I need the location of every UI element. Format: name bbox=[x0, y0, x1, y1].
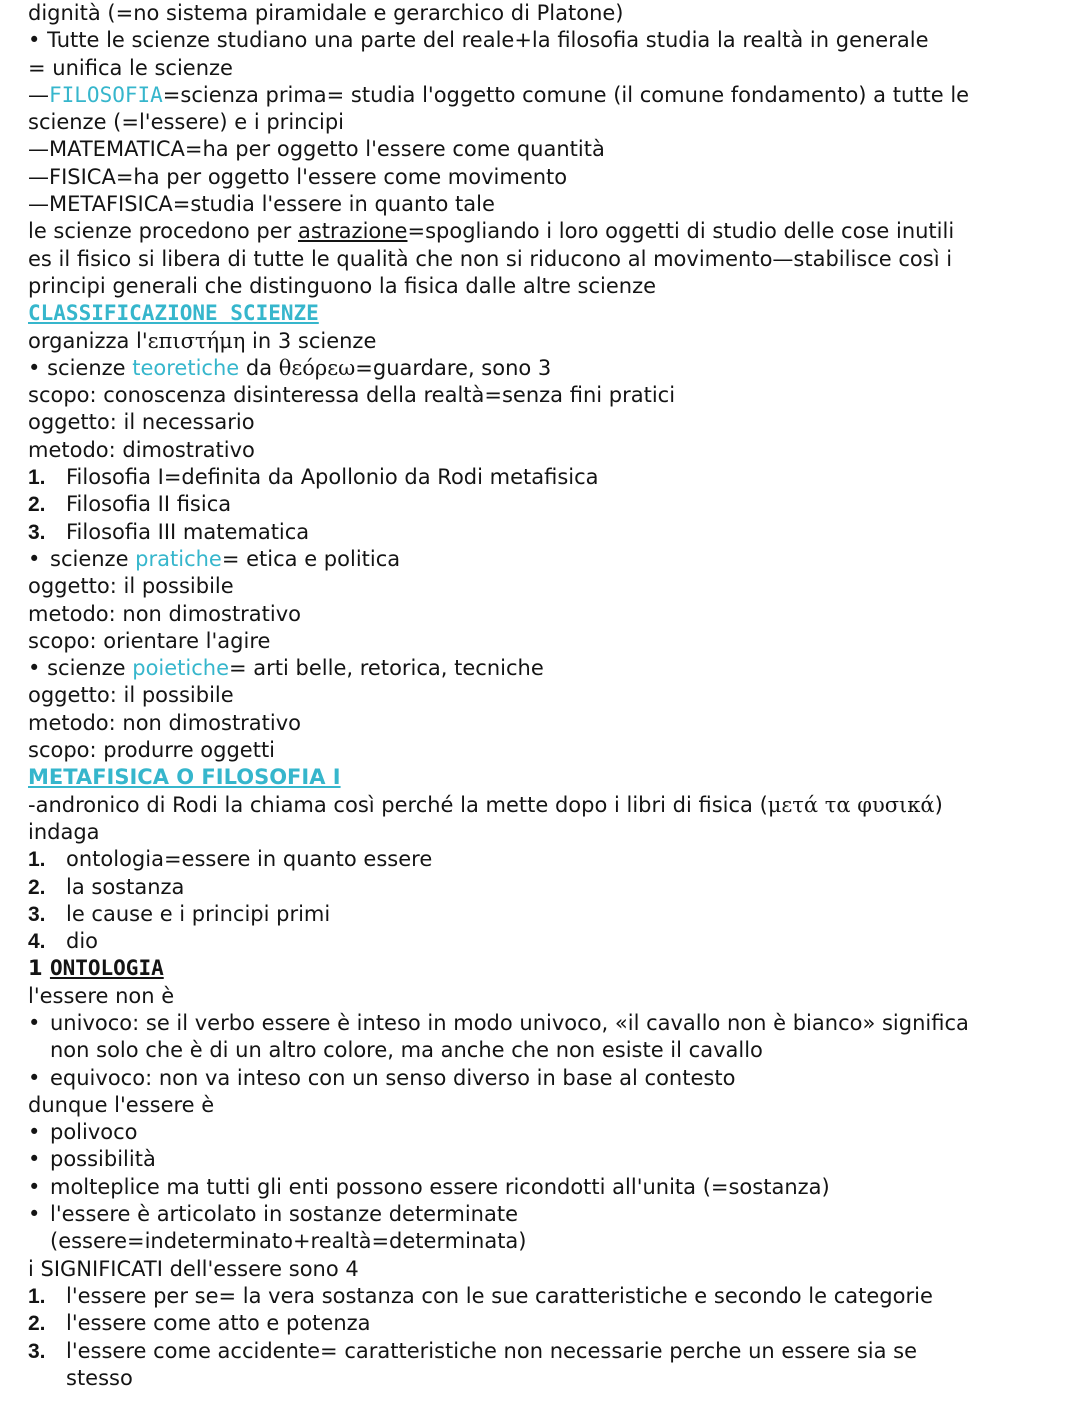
text-line: scopo: conoscenza disinteressa della realtà=senza fini pratici bbox=[28, 383, 676, 408]
text-line: oggetto: il necessario bbox=[28, 410, 255, 435]
list-item: 2. Filosofia II fisica bbox=[28, 492, 232, 517]
text-line: principi generali che distinguono la fisica dalle altre scienze bbox=[28, 273, 657, 298]
bullet-item: • equivoco: non va inteso con un senso diverso in base al contesto bbox=[28, 1065, 1050, 1092]
bullet: • bbox=[28, 546, 41, 571]
text-line: metodo: non dimostrativo bbox=[28, 710, 302, 735]
text-line: —FISICA=ha per oggetto l'essere come movimento bbox=[28, 164, 568, 189]
text-line: metodo: non dimostrativo bbox=[28, 601, 302, 626]
bullet-item: • possibilità bbox=[28, 1146, 1050, 1173]
section-heading: METAFISICA O FILOSOFIA I bbox=[28, 765, 341, 790]
section-heading: CLASSIFICAZIONE SCIENZE bbox=[28, 301, 319, 326]
highlight-term: pratiche bbox=[135, 546, 222, 571]
bullet: • bbox=[28, 1010, 41, 1035]
bullet: • bbox=[28, 1174, 41, 1199]
list-item: 2. la sostanza bbox=[28, 874, 185, 899]
bullet: • bbox=[28, 656, 41, 681]
bullet: • bbox=[28, 1120, 41, 1145]
bullet: • bbox=[28, 1147, 41, 1172]
highlight-term: poietiche bbox=[132, 656, 230, 681]
text-line: -andronico di Rodi la chiama così perché la mette dopo i libri di fisica (μετά τα φυσικά) bbox=[28, 792, 943, 817]
bullet-item-continued: (essere=indeterminato+realtà=determinata) bbox=[50, 1229, 527, 1254]
text-line: dunque l'essere è bbox=[28, 1092, 215, 1117]
highlight-term: FILOSOFIA bbox=[49, 82, 163, 107]
text-line: —MATEMATICA=ha per oggetto l'essere come quantità bbox=[28, 137, 605, 162]
text-line: = unifica le scienze bbox=[28, 55, 233, 80]
list-item: 1. l'essere per se= la vera sostanza con le sue caratteristiche e secondo le categorie bbox=[28, 1283, 933, 1308]
bullet: • bbox=[28, 28, 41, 53]
list-item: 2. l'essere come atto e potenza bbox=[28, 1311, 371, 1336]
bullet-item: • polivoco bbox=[28, 1119, 1050, 1146]
underlined-term: astrazione bbox=[298, 219, 408, 244]
bullet: • bbox=[28, 355, 41, 380]
text-line: le scienze procedono per astrazione=spogliando i loro oggetti di studio delle cose inutili bbox=[28, 219, 955, 244]
text-line: scopo: orientare l'agire bbox=[28, 628, 271, 653]
list-item-continued: stesso bbox=[66, 1365, 133, 1390]
text-line: scopo: produrre oggetti bbox=[28, 738, 276, 763]
text-line: scienze (=l'essere) e i principi bbox=[28, 110, 345, 135]
text-line: l'essere non è bbox=[28, 983, 175, 1008]
bullet-item: • univoco: se il verbo essere è inteso in modo univoco, «il cavallo non è bianco» significa bbox=[28, 1010, 1050, 1037]
list-item: 3. l'essere come accidente= caratteristiche non necessarie perche un essere sia se bbox=[28, 1338, 918, 1363]
text-line: dignità (=no sistema piramidale e gerarchico di Platone) bbox=[28, 1, 624, 25]
list-item: 3. Filosofia III matematica bbox=[28, 519, 310, 544]
text-line: metodo: dimostrativo bbox=[28, 437, 255, 462]
bullet-item-continued: non solo che è di un altro colore, ma anche che non esiste il cavallo bbox=[50, 1038, 763, 1063]
text-line: • Tutte le scienze studiano una parte del reale+la filosofia studia la realtà in generale bbox=[28, 28, 929, 53]
text-line: organizza l'επιστήμη in 3 scienze bbox=[28, 328, 377, 353]
text-line: —FILOSOFIA=scienza prima= studia l'oggetto comune (il comune fondamento) a tutte le bbox=[28, 82, 970, 107]
text-line: —METAFISICA=studia l'essere in quanto tale bbox=[28, 192, 495, 217]
highlight-term: teoretiche bbox=[132, 355, 240, 380]
bullet-item: • l'essere è articolato in sostanze determinate bbox=[28, 1201, 1050, 1228]
text-line: oggetto: il possibile bbox=[28, 574, 234, 599]
list-item: 1. Filosofia I=definita da Apollonio da Rodi metafisica bbox=[28, 465, 599, 490]
bullet: • bbox=[28, 1065, 41, 1090]
text-line: i SIGNIFICATI dell'essere sono 4 bbox=[28, 1256, 359, 1281]
text-line: indaga bbox=[28, 819, 100, 844]
text-line: • scienze poietiche= arti belle, retorica, tecniche bbox=[28, 656, 544, 681]
bullet: • bbox=[28, 1202, 41, 1227]
bullet-item: • molteplice ma tutti gli enti possono essere ricondotti all'unita (=sostanza) bbox=[28, 1174, 1050, 1201]
text-line: • scienze teoretiche da θεόρεω=guardare, sono 3 bbox=[28, 355, 552, 380]
list-item: 4. dio bbox=[28, 929, 99, 954]
text-line: es il fisico si libera di tutte le qualità che non si riducono al movimento—stabilisce così i bbox=[28, 246, 953, 271]
list-item: 1. ontologia=essere in quanto essere bbox=[28, 847, 433, 872]
text-line: • scienze pratiche= etica e politica bbox=[28, 546, 1050, 573]
text-line: oggetto: il possibile bbox=[28, 683, 234, 708]
subsection-heading: 1 ONTOLOGIA bbox=[28, 956, 164, 981]
list-item: 3. le cause e i principi primi bbox=[28, 901, 331, 926]
